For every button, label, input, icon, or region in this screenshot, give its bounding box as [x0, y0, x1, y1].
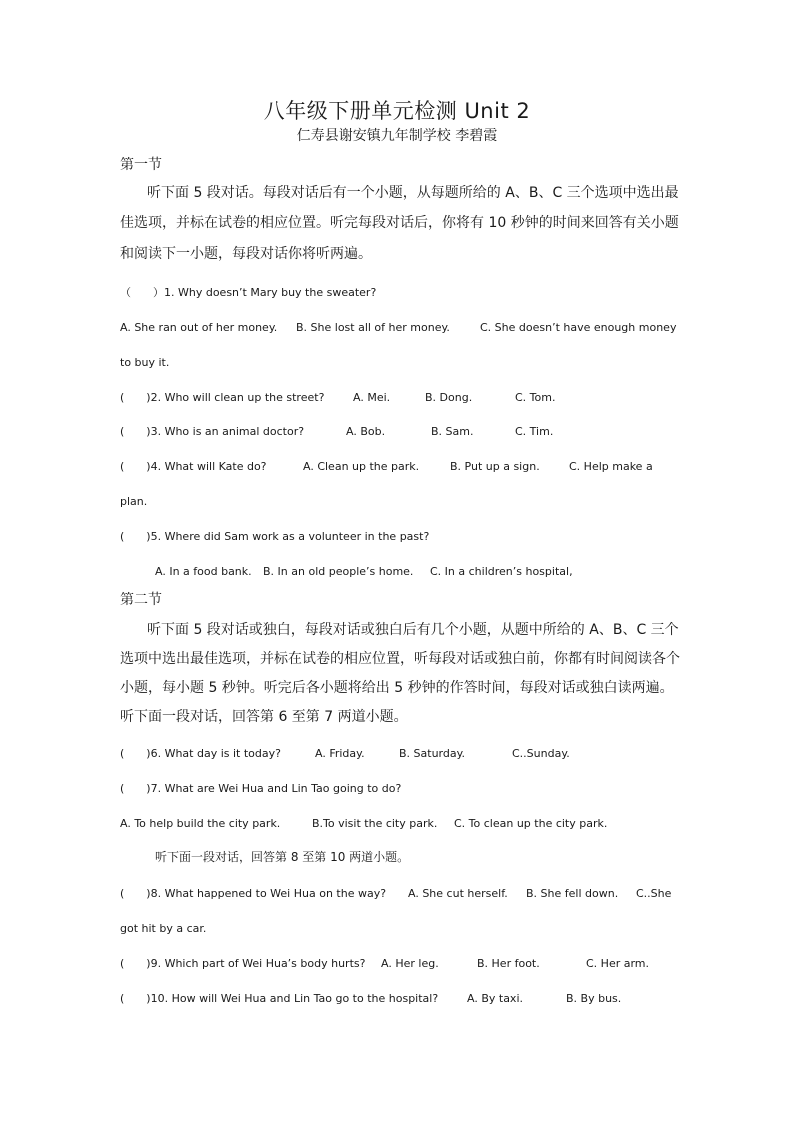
question-9-stem: ( )9. Which part of Wei Hua’s body hurts?: [120, 957, 366, 970]
question-4-option-c: C. Help make a: [569, 460, 653, 473]
section2-heading: 第二节: [120, 592, 162, 608]
question-10-option-b: B. By bus.: [566, 992, 622, 1005]
question-7-options: [120, 816, 680, 832]
question-1-options: [120, 320, 680, 336]
section2-sub-instruction: 听下面一段对话，回答第 8 至第 10 两道小题。: [155, 850, 410, 864]
question-3-stem: ( )3. Who is an animal doctor?: [120, 425, 305, 438]
question-1-option-a: A. She ran out of her money.: [120, 321, 278, 334]
question-6-option-a: A. Friday.: [315, 747, 365, 760]
question-8-option-a: A. She cut herself.: [408, 887, 508, 900]
question-7-stem: ( )7. What are Wei Hua and Lin Tao going to do?: [120, 782, 402, 795]
question-8-option-c: C..She: [636, 887, 672, 900]
question-4-option-a: A. Clean up the park.: [303, 460, 420, 473]
question-10-stem: ( )10. How will Wei Hua and Lin Tao go to the hospital?: [120, 992, 439, 1005]
section1-instruction-line: 听下面 5 段对话。每段对话后有一个小题，从每题所给的 A、B、C 三个选项中选出最: [147, 185, 679, 201]
section1-heading: 第一节: [120, 157, 162, 173]
question-6-option-b: B. Saturday.: [399, 747, 466, 760]
question-4: [120, 459, 680, 475]
page-title: 八年级下册单元检测 Unit 2: [263, 99, 531, 123]
question-3-option-c: C. Tim.: [515, 425, 554, 438]
question-3-option-a: A. Bob.: [346, 425, 386, 438]
question-6: [120, 746, 680, 762]
question-2-stem: ( )2. Who will clean up the street?: [120, 391, 325, 404]
question-2-option-c: C. Tom.: [515, 391, 556, 404]
section1-instruction-line: 佳选项，并标在试卷的相应位置。听完每段对话后，你将有 10 秒钟的时间来回答有关小题: [120, 215, 679, 231]
question-5-option-c: C. In a children’s hospital,: [430, 565, 573, 578]
question-6-option-c: C..Sunday.: [512, 747, 570, 760]
question-4-option-b: B. Put up a sign.: [450, 460, 540, 473]
question-2: [120, 390, 680, 406]
question-3: [120, 424, 680, 440]
question-8-continuation: got hit by a car.: [120, 922, 207, 935]
section2-instruction-line: 小题，每小题 5 秒钟。听完后各小题将给出 5 秒钟的作答时间，每段对话或独白读两遍。: [120, 680, 674, 696]
question-8: [120, 886, 680, 902]
question-9-option-b: B. Her foot.: [477, 957, 540, 970]
question-10-option-a: A. By taxi.: [467, 992, 523, 1005]
question-1-stem: （ ）1. Why doesn’t Mary buy the sweater?: [120, 286, 377, 299]
question-2-option-a: A. Mei.: [353, 391, 391, 404]
question-5-stem: ( )5. Where did Sam work as a volunteer in the past?: [120, 530, 430, 543]
question-3-option-b: B. Sam.: [431, 425, 474, 438]
question-5-option-a: A. In a food bank.: [155, 565, 252, 578]
section2-instruction-line: 听下面 5 段对话或独白，每段对话或独白后有几个小题，从题中所给的 A、B、C 三个: [147, 622, 679, 638]
question-9: [120, 956, 680, 972]
question-1-option-b: B. She lost all of her money.: [296, 321, 450, 334]
question-10: [120, 991, 680, 1007]
page-subtitle: 仁寿县谢安镇九年制学校 李碧霞: [296, 128, 498, 144]
question-9-option-c: C. Her arm.: [586, 957, 650, 970]
section2-instruction-line: 选项中选出最佳选项，并标在试卷的相应位置，听每段对话或独白前，你都有时间阅读各个: [120, 651, 680, 667]
question-9-option-a: A. Her leg.: [381, 957, 439, 970]
question-8-stem: ( )8. What happened to Wei Hua on the way?: [120, 887, 387, 900]
question-4-stem: ( )4. What will Kate do?: [120, 460, 267, 473]
question-8-option-b: B. She fell down.: [526, 887, 619, 900]
question-5-option-b: B. In an old people’s home.: [263, 565, 414, 578]
question-6-stem: ( )6. What day is it today?: [120, 747, 281, 760]
question-5-options: [155, 564, 715, 580]
question-7-option-a: A. To help build the city park.: [120, 817, 281, 830]
section2-instruction-line: 听下面一段对话，回答第 6 至第 7 两道小题。: [120, 709, 408, 725]
question-2-option-b: B. Dong.: [425, 391, 473, 404]
section1-instruction-line: 和阅读下一小题，每段对话你将听两遍。: [120, 246, 372, 262]
question-7-option-c: C. To clean up the city park.: [454, 817, 608, 830]
question-1-continuation: to buy it.: [120, 356, 170, 369]
question-1-option-c: C. She doesn’t have enough money: [480, 321, 677, 334]
question-4-continuation: plan.: [120, 495, 148, 508]
question-7-option-b: B.To visit the city park.: [312, 817, 438, 830]
